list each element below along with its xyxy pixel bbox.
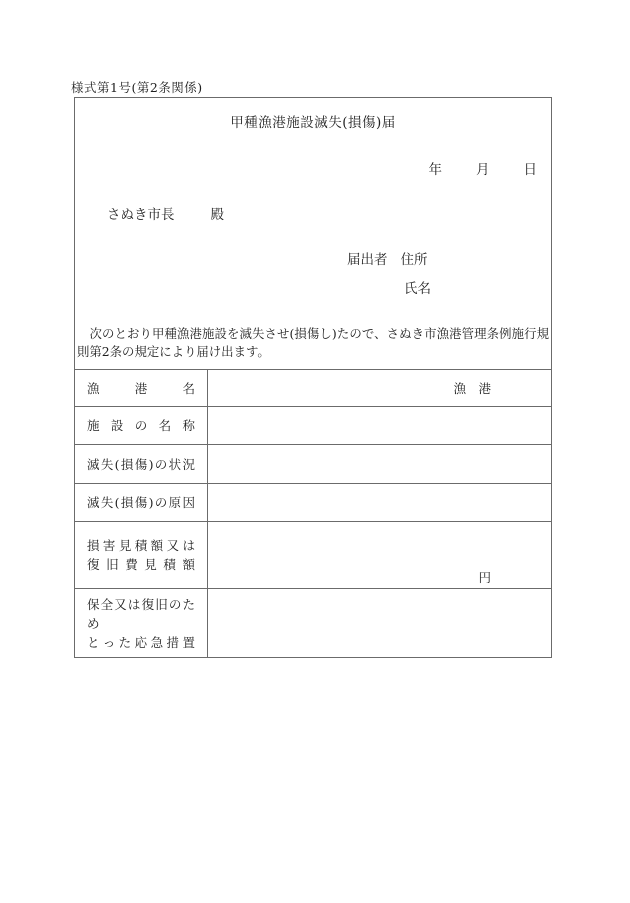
- row-label: 漁港名: [75, 370, 208, 406]
- table-row-fishing-port-name: [75, 370, 551, 407]
- body-paragraph: 次のとおり甲種漁港施設を滅失させ(損傷し)たので、さぬき市漁港管理条例施行規則第2条の規定により届け出ます。: [77, 326, 549, 359]
- row-label: 保全又は復旧のため とった応急措置: [75, 589, 208, 657]
- row-value: [208, 522, 551, 588]
- table-row-damage-situation: [75, 445, 551, 484]
- table-row-emergency-measures: [75, 589, 551, 657]
- row-label: 施設の名称: [75, 407, 208, 444]
- row-label: 損害見積額又は 復旧費見積額: [75, 522, 208, 588]
- declarant-address-label: 住所: [400, 252, 428, 268]
- declarant-label: 届出者: [347, 252, 388, 268]
- table-row-damage-cause: [75, 484, 551, 522]
- row-value: [208, 589, 551, 657]
- table-row-facility-name: [75, 407, 551, 445]
- row-label: 滅失(損傷)の原因: [75, 484, 208, 521]
- date-line: [429, 158, 538, 178]
- month-label: 月: [476, 162, 490, 178]
- fishing-port-value: 漁 港: [453, 381, 491, 396]
- row-value: [208, 445, 551, 483]
- table-row-estimated-cost: [75, 522, 551, 589]
- facility-table: [75, 369, 551, 657]
- declarant-name-label: 氏名: [404, 281, 431, 297]
- addressee-honorific: 殿: [210, 207, 224, 223]
- declarant-address-line: [347, 248, 428, 268]
- row-value: [208, 370, 551, 406]
- day-label: 日: [523, 162, 537, 178]
- row-value: [208, 484, 551, 521]
- form-box: [74, 97, 552, 658]
- form-title: 甲種漁港施設滅失(損傷)届: [230, 115, 396, 131]
- addressee-line: [107, 203, 224, 223]
- row-label: 滅失(損傷)の状況: [75, 445, 208, 483]
- row-value: [208, 407, 551, 444]
- addressee-name: さぬき市長: [107, 207, 175, 223]
- yen-unit-label: 円: [478, 570, 491, 585]
- form-number: 様式第1号(第2条関係): [71, 80, 203, 95]
- year-label: 年: [428, 162, 442, 178]
